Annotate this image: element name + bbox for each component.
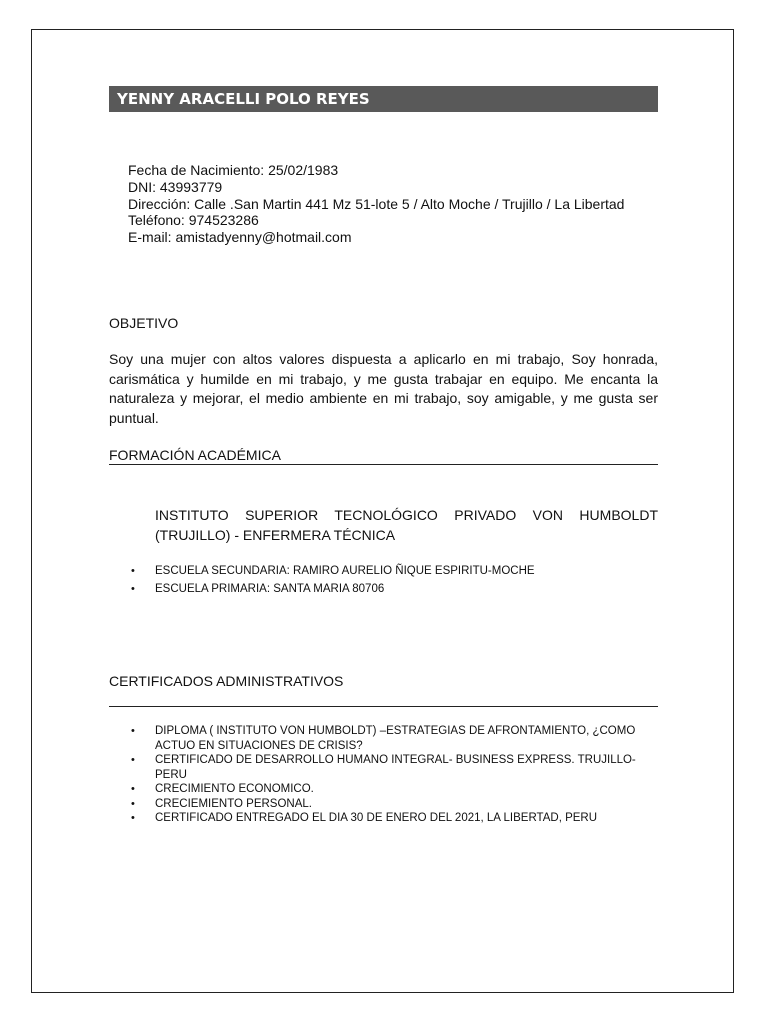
bullet-icon: • xyxy=(131,783,135,795)
formacion-title: FORMACIÓN ACADÉMICA xyxy=(109,447,281,463)
objetivo-title: OBJETIVO xyxy=(109,315,179,331)
education-item: ESCUELA SECUNDARIA: RAMIRO AURELIO ÑIQUE ESPIRITU-MOCHE xyxy=(155,565,535,577)
bullet-icon: • xyxy=(131,812,135,824)
dni: DNI: 43993779 xyxy=(128,178,223,195)
bullet-icon: • xyxy=(131,725,135,737)
phone: Teléfono: 974523286 xyxy=(128,212,259,229)
birth-date: Fecha de Nacimiento: 25/02/1983 xyxy=(128,162,339,178)
certificates-list xyxy=(131,724,665,826)
certificados-title: CERTIFICADOS ADMINISTRATIVOS xyxy=(109,673,344,689)
certificados-rule xyxy=(109,706,658,707)
education-list xyxy=(131,564,665,596)
institute-entry: INSTITUTO SUPERIOR TECNOLÓGICO PRIVADO VON HUMBOLDT (TRUJILLO) - ENFERMERA TÉCNICA xyxy=(155,507,658,543)
list-item xyxy=(131,582,665,597)
bullet-icon: • xyxy=(131,797,135,810)
list-item xyxy=(131,564,665,579)
certificate-item: DIPLOMA ( INSTITUTO VON HUMBOLDT) –ESTRATEGIAS DE AFRONTAMIENTO, ¿COMO ACTUO EN SITUACIONES DE CRISIS? xyxy=(155,725,636,752)
bullet-icon: • xyxy=(131,565,135,577)
list-item xyxy=(131,782,665,797)
list-item xyxy=(131,753,665,782)
email: E-mail: amistadyenny@hotmail.com xyxy=(128,229,352,246)
certificate-item: CERTIFICADO ENTREGADO EL DIA 30 DE ENERO DEL 2021, LA LIBERTAD, PERU xyxy=(155,812,598,824)
bullet-icon: • xyxy=(131,582,135,595)
list-item xyxy=(131,797,665,812)
address: Dirección: Calle .San Martin 441 Mz 51-lote 5 / Alto Moche / Trujillo / La Libertad xyxy=(128,195,625,212)
certificate-item: CRECIMIENTO ECONOMICO. xyxy=(155,783,314,795)
list-item xyxy=(131,811,665,826)
objetivo-text: Soy una mujer con altos valores dispuesta a aplicarlo en mi trabajo, Soy honrada, carismática y humilde en mi trabajo, y me gusta trabajar en equipo. Me encanta la naturaleza y mejorar, el medio ambiente en mi trabajo, soy amigable, y me gusta ser puntual. xyxy=(109,351,658,426)
certificate-item: CRECIEMIENTO PERSONAL. xyxy=(155,797,312,810)
education-item: ESCUELA PRIMARIA: SANTA MARIA 80706 xyxy=(155,582,385,595)
contact-block xyxy=(128,162,649,246)
bullet-icon: • xyxy=(131,754,135,766)
list-item xyxy=(131,724,665,753)
formacion-rule xyxy=(109,464,658,465)
certificate-item: CERTIFICADO DE DESARROLLO HUMANO INTEGRAL- BUSINESS EXPRESS. TRUJILLO-PERU xyxy=(155,754,636,781)
cv-name-header: YENNY ARACELLI POLO REYES xyxy=(109,86,658,112)
